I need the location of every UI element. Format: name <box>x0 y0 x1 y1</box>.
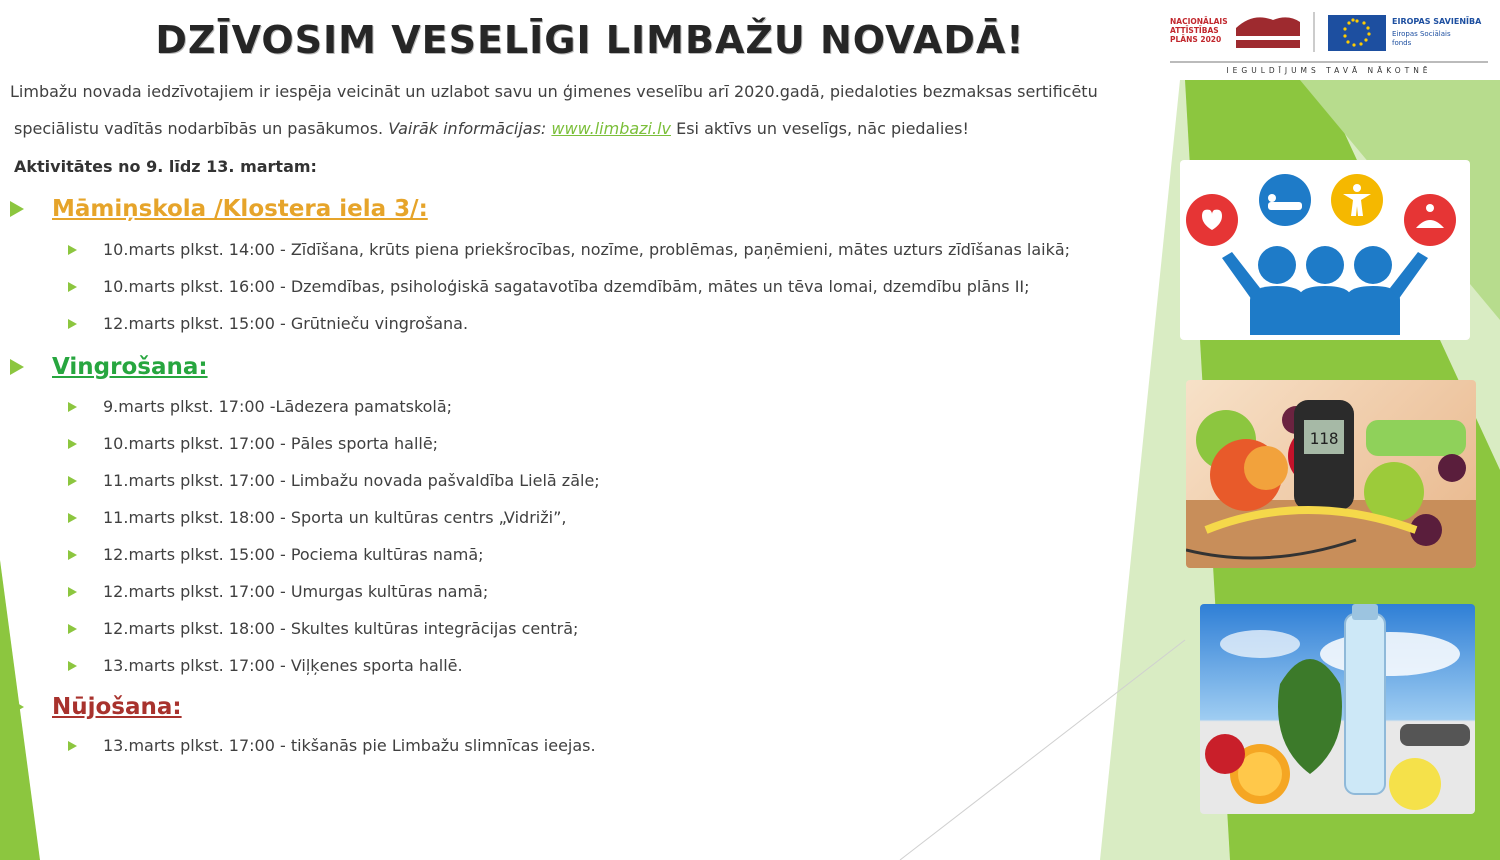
bullet-arrow-icon <box>10 201 24 217</box>
list-item <box>68 508 566 527</box>
bullet-arrow-icon <box>68 550 77 560</box>
item-text: 11.marts plkst. 18:00 - Sporta un kultūras centrs „Vidriži”, <box>103 508 567 527</box>
section-mamins <box>10 196 428 222</box>
item-text: 13.marts plkst. 17:00 - Viļķenes sporta hallē. <box>103 656 463 675</box>
bullet-arrow-icon <box>68 661 77 671</box>
bullet-arrow-icon <box>68 741 77 751</box>
list-item <box>68 656 463 675</box>
bullet-arrow-icon <box>68 402 77 412</box>
item-text: 10.marts plkst. 16:00 - Dzemdības, psiholoģiskā sagatavotība dzemdībām, mātes un tēva lomai, dzemdību plāns II; <box>103 277 1030 296</box>
activities-subheading: Aktivitātes no 9. līdz 13. martam: <box>14 157 317 176</box>
bullet-arrow-icon <box>68 624 77 634</box>
bullet-arrow-icon <box>10 359 24 375</box>
list-item <box>68 314 468 333</box>
bullet-arrow-icon <box>68 513 77 523</box>
item-text: 10.marts plkst. 17:00 - Pāles sporta hallē; <box>103 434 439 453</box>
people-health-icons <box>1180 160 1470 340</box>
intro-line-2 <box>14 119 969 138</box>
svg-text:ATTĪSTĪBAS: ATTĪSTĪBAS <box>1170 26 1219 35</box>
more-info-label: Vairāk informācijas: <box>388 119 552 138</box>
item-text: 12.marts plkst. 15:00 - Grūtnieču vingrošana. <box>103 314 469 333</box>
item-text: 9.marts plkst. 17:00 -Lādezera pamatskolā; <box>103 397 453 416</box>
svg-text:fonds: fonds <box>1392 39 1412 47</box>
bullet-arrow-icon <box>10 699 24 715</box>
item-text: 12.marts plkst. 15:00 - Pociema kultūras namā; <box>103 545 484 564</box>
list-item <box>68 736 596 755</box>
bullet-arrow-icon <box>68 319 77 329</box>
funding-logos <box>1168 10 1490 80</box>
fruits-glucometer-image <box>1186 380 1476 568</box>
item-text: 12.marts plkst. 17:00 - Umurgas kultūras namā; <box>103 582 489 601</box>
item-text: 10.marts plkst. 14:00 - Zīdīšana, krūts piena priekšrocības, nozīme, problēmas, paņēmieni, mātes uzturs zīdīšanas laikā; <box>103 240 1071 259</box>
intro-cta: Esi aktīvs un veselīgs, nāc piedalies! <box>671 119 969 138</box>
item-text: 12.marts plkst. 18:00 - Skultes kultūras integrācijas centrā; <box>103 619 579 638</box>
list-item <box>68 471 600 490</box>
bullet-arrow-icon <box>68 439 77 449</box>
svg-text:PLĀNS 2020: PLĀNS 2020 <box>1170 35 1222 44</box>
bullet-arrow-icon <box>68 245 77 255</box>
bottle-illustration <box>1200 604 1475 814</box>
section-nujosana <box>10 694 182 720</box>
list-item <box>68 545 484 564</box>
list-item <box>68 619 578 638</box>
fruits-illustration <box>1186 380 1476 568</box>
svg-text:Eiropas Sociālais: Eiropas Sociālais <box>1392 30 1451 38</box>
funding-logos-graphic <box>1168 10 1490 80</box>
section-heading: Māmiņskola /Klostera iela 3/: <box>52 196 428 222</box>
bullet-arrow-icon <box>68 476 77 486</box>
svg-text:118: 118 <box>1309 429 1339 448</box>
item-text: 11.marts plkst. 17:00 - Limbažu novada pašvaldība Lielā zāle; <box>103 471 600 490</box>
intro-text: speciālistu vadītās nodarbībās un pasākumos. <box>14 119 389 138</box>
list-item <box>68 397 452 416</box>
intro-line-1: Limbažu novada iedzīvotajiem ir iespēja veicināt un uzlabot savu un ģimenes veselību arī 2020.gadā, piedaloties bezmaksas sertificētu <box>10 82 1098 101</box>
item-text: 13.marts plkst. 17:00 - tikšanās pie Limbažu slimnīcas ieejas. <box>103 736 596 755</box>
health-icons-image <box>1180 160 1470 340</box>
page-title: DZĪVOSIM VESELĪGI LIMBAŽU NOVADĀ! <box>155 18 1025 62</box>
list-item <box>68 434 438 453</box>
svg-text:NACIONĀLAIS: NACIONĀLAIS <box>1170 17 1228 26</box>
svg-text:EIROPAS SAVIENĪBA: EIROPAS SAVIENĪBA <box>1392 17 1482 26</box>
bullet-arrow-icon <box>68 282 77 292</box>
website-link[interactable]: www.limbazi.lv <box>551 119 671 138</box>
list-item <box>68 277 1030 296</box>
section-vingrosana <box>10 354 208 380</box>
list-item <box>68 240 1070 259</box>
water-bottle-fitness-image <box>1200 604 1475 814</box>
section-heading: Vingrošana: <box>52 354 208 380</box>
bullet-arrow-icon <box>68 587 77 597</box>
section-heading: Nūjošana: <box>52 694 182 720</box>
list-item <box>68 582 488 601</box>
svg-text:IEGULDĪJUMS TAVĀ NĀKOTNĒ: IEGULDĪJUMS TAVĀ NĀKOTNĒ <box>1226 66 1432 75</box>
